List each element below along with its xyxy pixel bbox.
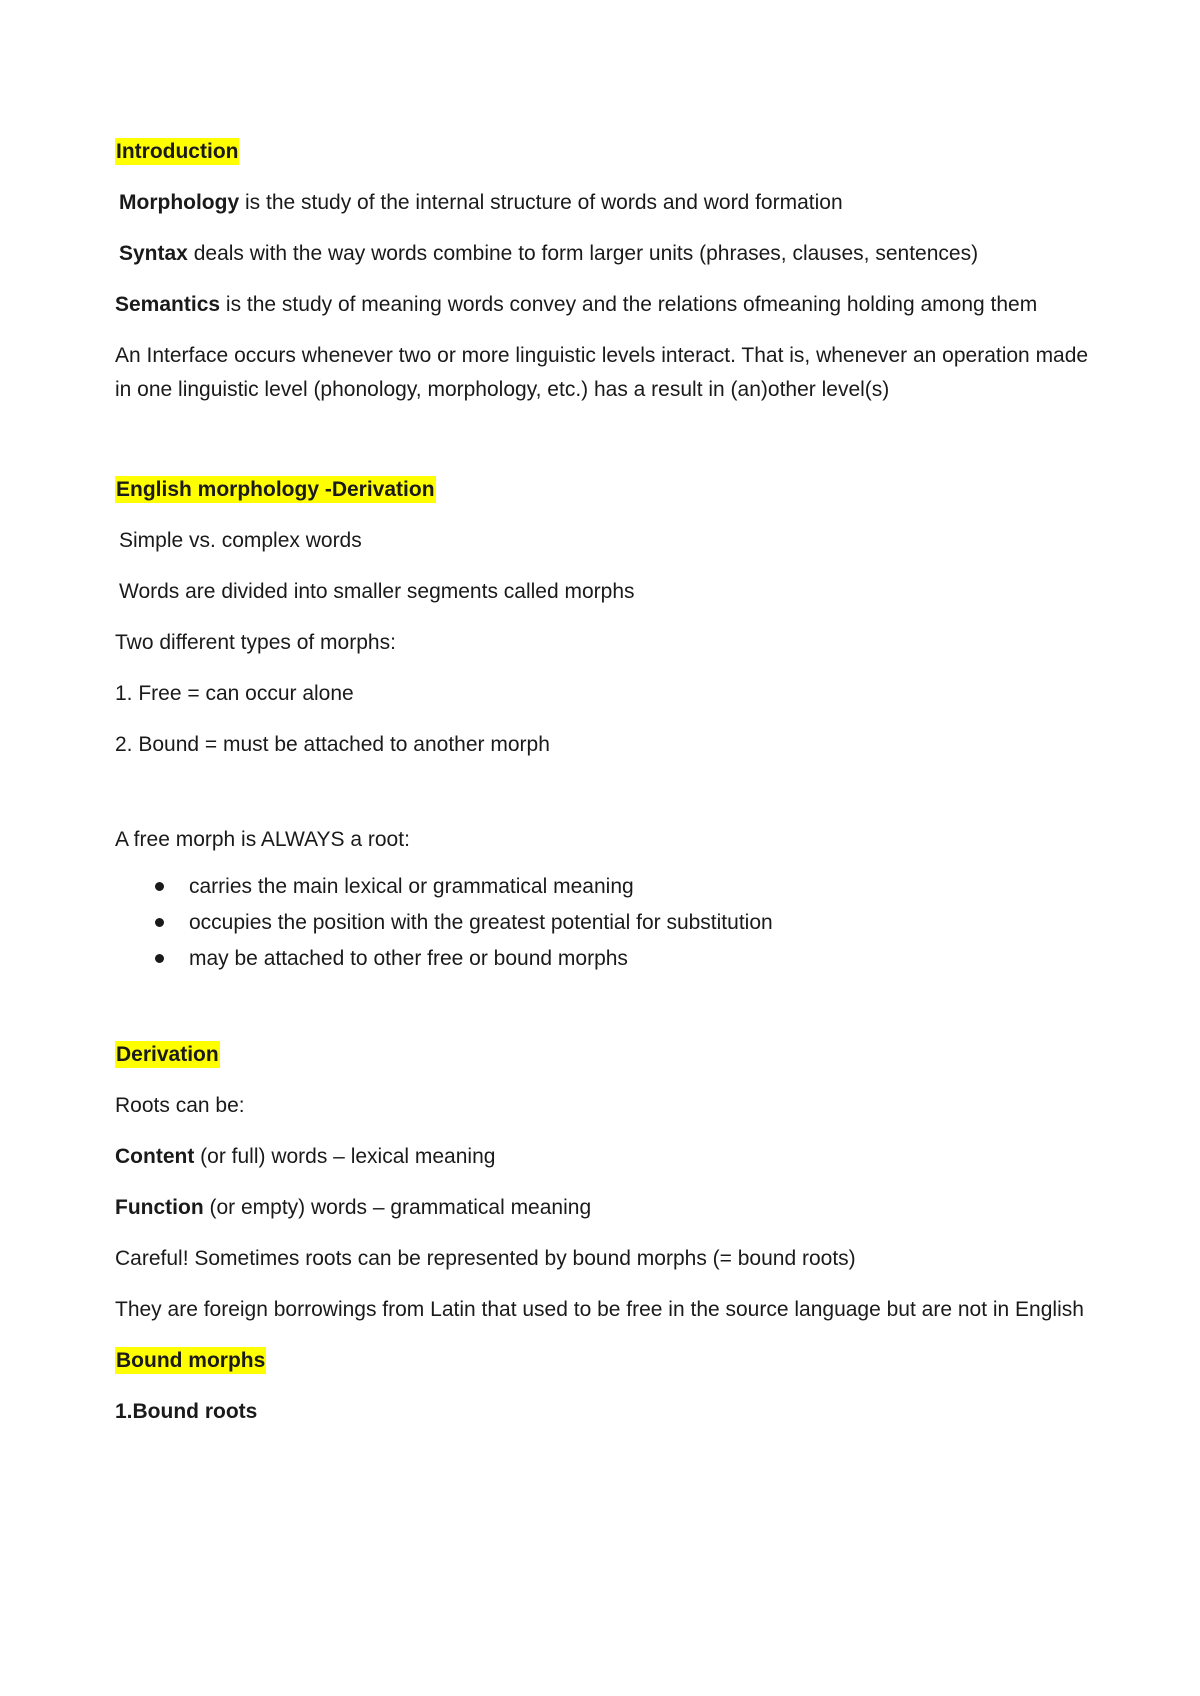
bullet-icon (155, 882, 164, 891)
term-content: Content (115, 1145, 195, 1168)
heading-bound-morphs (115, 1344, 1100, 1378)
function-words-line (115, 1191, 1100, 1225)
roots-line: Roots can be: (115, 1094, 245, 1117)
careful-line: Careful! Sometimes roots can be represented by bound morphs (= bound roots) (115, 1247, 856, 1270)
list-item-text: occupies the position with the greatest potential for substitution (189, 911, 773, 934)
bullet-icon (155, 918, 164, 927)
root-properties-list (115, 869, 1100, 977)
free-item: 1. Free = can occur alone (115, 682, 354, 705)
types-line: Two different types of morphs: (115, 631, 396, 654)
definition-text: (or full) words – lexical meaning (194, 1145, 496, 1168)
syntax-definition (115, 237, 1100, 271)
list-item-text: may be attached to other free or bound morphs (189, 947, 628, 970)
document-page (115, 135, 1100, 1429)
list-item (115, 905, 1100, 941)
heading-english-morphology (115, 473, 1100, 507)
morphs-line: Words are divided into smaller segments called morphs (119, 580, 635, 603)
definition-text: deals with the way words combine to form larger units (phrases, clauses, sentences) (187, 242, 979, 265)
content-words-line (115, 1140, 1100, 1174)
foreign-borrowings-paragraph: They are foreign borrowings from Latin that used to be free in the source language but are not in English (115, 1298, 1084, 1321)
term-syntax: Syntax (119, 242, 188, 265)
heading-highlight: Introduction (116, 140, 239, 163)
subheading-text: 1.Bound roots (115, 1400, 258, 1423)
bullet-icon (155, 954, 164, 963)
morphology-definition (115, 186, 1100, 220)
list-item-text: carries the main lexical or grammatical meaning (189, 875, 634, 898)
simple-complex-line: Simple vs. complex words (119, 529, 362, 552)
heading-introduction (115, 135, 1100, 169)
heading-highlight: Derivation (116, 1043, 219, 1066)
list-item (115, 941, 1100, 977)
list-item (115, 869, 1100, 905)
interface-paragraph: An Interface occurs whenever two or more linguistic levels interact. That is, whenever an operation made in one linguistic level (phonology, morphology, etc.) has a result in (an)other level(s) (115, 344, 1089, 401)
heading-derivation (115, 1038, 1100, 1072)
definition-text: is the study of the internal structure of words and word formation (239, 191, 843, 214)
heading-highlight: English morphology -Derivation (116, 478, 435, 501)
term-semantics: Semantics (115, 293, 221, 316)
bound-item: 2. Bound = must be attached to another morph (115, 733, 550, 756)
term-morphology: Morphology (119, 191, 240, 214)
bound-roots-subheading (115, 1395, 1100, 1429)
term-function: Function (115, 1196, 204, 1219)
definition-text: is the study of meaning words convey and the relations ofmeaning holding among them (220, 293, 1038, 316)
semantics-definition (115, 288, 1100, 322)
free-morph-line: A free morph is ALWAYS a root: (115, 828, 410, 851)
definition-text: (or empty) words – grammatical meaning (203, 1196, 592, 1219)
heading-highlight: Bound morphs (116, 1349, 266, 1372)
